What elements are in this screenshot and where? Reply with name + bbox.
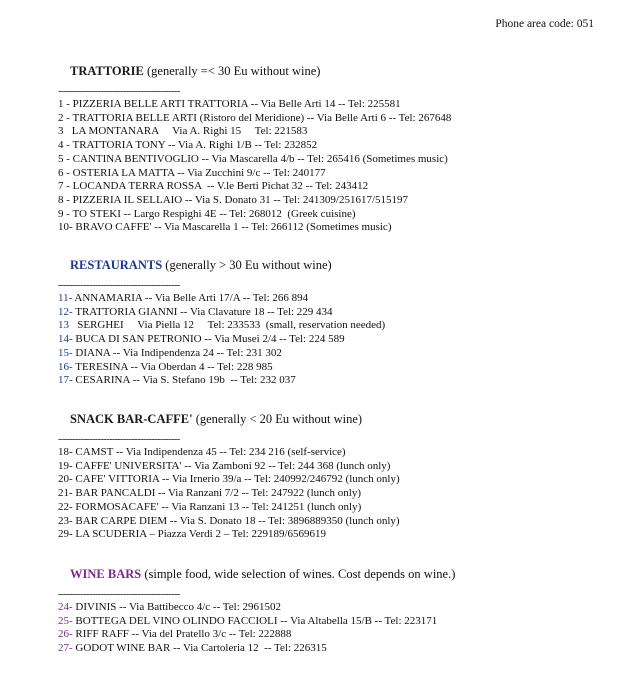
entry-number: 7 -: [58, 180, 70, 193]
section-title: TRATTORIE: [70, 64, 144, 78]
entry-text: BAR CARPE DIEM -- Via S. Donato 18 -- Tel: 3896889350 (lunch only): [72, 514, 400, 527]
entry-text: DIANA -- Via Indipendenza 24 -- Tel: 231 302: [72, 346, 282, 359]
section-title: SNACK BAR-CAFFE': [70, 412, 193, 426]
list-item: [58, 98, 598, 112]
entry-number: 9 -: [58, 207, 70, 220]
section-title: WINE BARS: [70, 567, 142, 581]
entry-text: CESARINA -- Via S. Stefano 19b -- Tel: 232 037: [72, 374, 296, 387]
entry-number: 24-: [58, 601, 73, 613]
list-item: [58, 319, 598, 333]
entry-text: CAMST -- Via Indipendenza 45 -- Tel: 234 216 (self-service): [72, 446, 346, 458]
entry-text: BAR PANCALDI -- Via Ranzani 7/2 -- Tel: 247922 (lunch only): [72, 487, 361, 500]
list-item: [58, 515, 598, 529]
entry-number: 23-: [58, 514, 73, 527]
entry-number: 22-: [58, 500, 73, 513]
entry-number: 2 -: [58, 111, 70, 124]
entry-number: 18-: [58, 446, 73, 458]
entry-number: 21-: [58, 487, 73, 500]
entry-text: LA SCUDERIA – Piazza Verdi 2 – Tel: 229189/6569619: [72, 528, 327, 541]
list-item: [58, 139, 598, 153]
entry-number: 20-: [58, 473, 73, 486]
list-item: [58, 167, 598, 181]
entry-text: TO STEKI -- Largo Respighi 4E -- Tel: 268012 (Greek cuisine): [69, 207, 356, 220]
list-item: [58, 292, 598, 306]
entry-number: 19-: [58, 459, 73, 472]
list-item: [58, 501, 598, 515]
entry-text: CAFE' VITTORIA -- Via Irnerio 39/a -- Tel: 240992/246792 (lunch only): [72, 473, 400, 486]
list-item: [58, 361, 598, 375]
list-item: [58, 460, 598, 474]
section-heading: [70, 567, 598, 582]
list-item: [58, 601, 598, 615]
list-item: [58, 306, 598, 320]
entry-text: BOTTEGA DEL VINO OLINDO FACCIOLI -- Via Altabella 15/B -- Tel: 223171: [72, 614, 438, 627]
list-item: [58, 642, 598, 656]
entry-number: 6 -: [58, 166, 70, 179]
entry-number: 3: [58, 125, 64, 138]
section-heading: [70, 258, 598, 273]
list-item: [58, 333, 598, 347]
section-note: (simple food, wide selection of wines. Cost depends on wine.): [141, 567, 456, 581]
list-item: [58, 112, 598, 126]
entry-text: FORMOSACAFE' -- Via Ranzani 13 -- Tel: 241251 (lunch only): [72, 500, 362, 513]
list-item: [58, 347, 598, 361]
list-item: [58, 208, 598, 222]
entry-text: TRATTORIA BELLE ARTI (Ristoro del Meridione) -- Via Belle Arti 6 -- Tel: 267648: [69, 111, 452, 124]
section-note: (generally < 20 Eu without wine): [192, 412, 363, 426]
entry-text: PIZZERIA IL SELLAIO -- Via S. Donato 31 -- Tel: 241309/251617/515197: [69, 193, 409, 206]
entry-text: CANTINA BENTIVOGLIO -- Via Mascarella 4/b -- Tel: 265416 (Sometimes music): [69, 152, 448, 165]
entry-list: [58, 292, 598, 388]
entry-number: 13: [58, 319, 69, 332]
entry-text: TERESINA -- Via Oberdan 4 -- Tel: 228 985: [72, 360, 273, 373]
section-snack-bar: [58, 412, 598, 542]
entry-number: 10-: [58, 221, 73, 234]
list-item: [58, 180, 598, 194]
entry-text: OSTERIA LA MATTA -- Via Zucchini 9/c -- Tel: 240177: [69, 166, 326, 179]
section-restaurants: [58, 258, 598, 388]
entry-number: 11-: [58, 292, 73, 304]
entry-text: BRAVO CAFFE' -- Via Mascarella 1 -- Tel: 266112 (Sometimes music): [72, 221, 392, 234]
entry-text: TRATTORIA TONY -- Via A. Righi 1/B -- Tel: 232852: [69, 139, 318, 152]
entry-text: DIVINIS -- Via Battibecco 4/c -- Tel: 2961502: [72, 601, 282, 613]
separator-line: -------------------------------------------: [58, 434, 180, 445]
entry-text: GODOT WINE BAR -- Via Cartoleria 12 -- Tel: 226315: [72, 642, 327, 655]
section-heading: [70, 64, 598, 79]
separator-line: -------------------------------------------: [58, 86, 180, 97]
list-item: [58, 528, 598, 542]
phone-area-code: Phone area code: 051: [495, 18, 594, 30]
entry-number: 15-: [58, 346, 73, 359]
separator-line: -------------------------------------------: [58, 280, 180, 291]
section-note: (generally > 30 Eu without wine): [162, 258, 332, 272]
entry-list: [58, 601, 598, 656]
entry-text: PIZZERIA BELLE ARTI TRATTORIA -- Via Belle Arti 14 -- Tel: 225581: [69, 98, 401, 110]
list-item: [58, 194, 598, 208]
entry-number: 8 -: [58, 193, 70, 206]
section-trattorie: [58, 64, 598, 235]
entry-number: 4 -: [58, 139, 70, 152]
list-item: [58, 125, 598, 139]
list-item: [58, 487, 598, 501]
separator-line: -------------------------------------------: [58, 589, 180, 600]
entry-number: 14-: [58, 333, 73, 346]
entry-number: 26-: [58, 628, 73, 641]
entry-number: 29-: [58, 528, 73, 541]
entry-number: 25-: [58, 614, 73, 627]
list-item: [58, 446, 598, 460]
list-item: [58, 153, 598, 167]
section-wine-bars: [58, 567, 598, 656]
list-item: [58, 615, 598, 629]
entry-text: CAFFE' UNIVERSITA' -- Via Zamboni 92 -- Tel: 244 368 (lunch only): [72, 459, 391, 472]
entry-number: 12-: [58, 305, 73, 318]
entry-text: RIFF RAFF -- Via del Pratello 3/c -- Tel: 222888: [72, 628, 292, 641]
entry-number: 5 -: [58, 152, 70, 165]
section-title: RESTAURANTS: [70, 258, 163, 272]
entry-text: LOCANDA TERRA ROSSA -- V.le Berti Pichat 32 -- Tel: 243412: [69, 180, 369, 193]
entry-text: TRATTORIA GIANNI -- Via Clavature 18 -- Tel: 229 434: [72, 305, 333, 318]
entry-list: [58, 98, 598, 235]
section-note: (generally =< 30 Eu without wine): [143, 64, 321, 78]
list-item: [58, 374, 598, 388]
entry-number: 27-: [58, 642, 73, 655]
section-heading: [70, 412, 598, 427]
list-item: [58, 628, 598, 642]
entry-text: SERGHEI Via Piella 12 Tel: 233533 (small, reservation needed): [69, 319, 386, 332]
entry-text: BUCA DI SAN PETRONIO -- Via Musei 2/4 -- Tel: 224 589: [72, 333, 345, 346]
entry-list: [58, 446, 598, 542]
entry-number: 16-: [58, 360, 73, 373]
entry-text: LA MONTANARA Via A. Righi 15 Tel: 221583: [63, 125, 308, 138]
entry-text: ANNAMARIA -- Via Belle Arti 17/A -- Tel: 266 894: [72, 292, 309, 304]
list-item: [58, 473, 598, 487]
list-item: [58, 221, 598, 235]
entry-number: 1 -: [58, 98, 70, 110]
entry-number: 17-: [58, 374, 73, 387]
